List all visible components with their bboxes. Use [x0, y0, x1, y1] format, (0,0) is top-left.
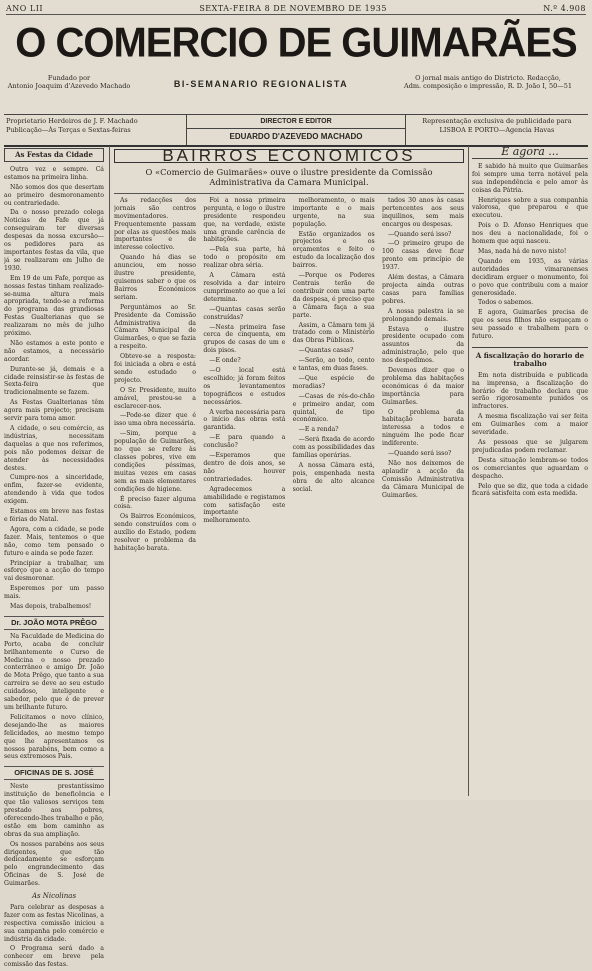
main-text-column [382, 197, 464, 555]
article-body [4, 166, 104, 611]
main-article [114, 146, 464, 555]
paragraph: Perguntámos ao Sr. Presidente da Comissão Administrativa da Câmara Municipal de Guimarães, o que se fazia a respeito. [114, 303, 196, 351]
columns-area [4, 146, 588, 969]
paragraph: —Porque os Poderes Centrais terão de contribuir com uma parte da despesa, é preciso que a Câmara faça a sua parte. [292, 272, 375, 319]
article-body [472, 372, 588, 499]
publication-type: BI-SEMANARIO REGIONALISTA [173, 79, 349, 89]
paragraph: Cumpre-nos a sinceridade, enfim, fazer-se evidente, atendendo à vida que todos exigem. [4, 474, 104, 506]
issue-date: SEXTA-FEIRA 8 DE NOVEMBRO DE 1935 [199, 3, 387, 13]
paragraph: Outra vez e sempre. Cá estamos na primeira linha. [4, 165, 104, 181]
paragraph: Na Faculdade de Medicina do Porto, acaba de concluir brilhantemente o Curso de Medicina o nosso prezado conterrâneo e amigo Dr. João de Mota Prêgo, que tanto a sua carreira se deve ao seu estudo cuidadoso, inteligente e sabedor, pelo que é de prever um brilhante futuro. [4, 632, 104, 711]
paragraph: Os Bairros Económicos, sendo construídos com o auxílio do Estado, podem resolver o problema da habitação barata. [114, 513, 196, 552]
paragraph: Em 19 de um Fafe, porque as nossas festas tinham realizado-se-numa altura mais apropriada, tendo-se a reforma do programa das grandiosas Festas Gualterianas que se realizaram no mês de julho próximo. [4, 274, 104, 338]
article-heading: A fiscalização do horario de trabalho [472, 347, 588, 368]
paragraph: —Sim, porque a população de Guimarães, no que se refere às classes pobres, vive em condições péssimas, muitas vezes em casas sem as mais elementares condições de higiene. [114, 430, 196, 493]
article-heading: As Nicolinas [31, 892, 77, 901]
info-bar [4, 114, 588, 147]
paragraph: Os nossos parabéns aos seus dirigentes, que tão dedicadamente se esforçam pelo engrandecimento das Oficinas de S. José de Guimarães. [4, 840, 104, 888]
paragraph: Para celebrar as despesas a fazer com as festas Nicolinas, a respectiva comissão iniciou a sua campanha pelo comércio e indústria da cidade. [4, 903, 104, 943]
paragraph: As pessoas que se julgarem prejudicadas podem reclamar. [472, 439, 588, 454]
article-heading: E agora ... [472, 148, 588, 159]
paragraph: A verba necessária para o início das obras está garantida. [203, 408, 286, 432]
paragraph: A nossa palestra ia se prolongando demais. [381, 307, 464, 323]
paragraph: A Câmara está resolvida a dar inteiro cumprimento ao que a lei determina. [203, 272, 286, 303]
paragraph: Quando há dias se anunciou, em nosso ilustre presidente, quisemos saber o que os Bairros Económicos seriam. [114, 254, 196, 301]
paragraph: A cidade, o seu comércio, as indústrias, necessitam daquelas a que nos referimos, pois não podemos deixar de atender às necessidades destes. [4, 425, 104, 472]
paragraph: Todos o sabemos. [478, 299, 534, 307]
paragraph: Principiar a trabalhar, um esforço que a acção do tempo vai desmoronar. [4, 559, 104, 583]
article-body [4, 633, 104, 762]
article-body [4, 783, 104, 888]
paragraph: Mas depois, trabalhemos! [10, 603, 92, 611]
advertising-info: Representação exclusiva de publicidade para LISBOA E PORTO—Agencia Havas [422, 117, 572, 134]
paragraph: Não somos dos que desertam ao primeiro desmoronamento ou contrariedade. [4, 183, 104, 207]
masthead: O COMERCIO DE GUIMARÃES [15, 19, 577, 67]
founder-info: Fundado por Antonio Joaquim d'Azevedo Machado [7, 74, 131, 90]
paragraph: Desta situação lembram-se todos os comerciantes que aguardam o despacho. [472, 456, 588, 480]
main-subheadline: O «Comercio de Guimarães» ouve o ilustre presidente da Comissão Administrativa da Camara Municipal. [145, 166, 433, 187]
paragraph: Durante-se já, demais e a cidade reinsistir-se às festas de Sexta-feira que tradicionalmente se fazem. [4, 365, 104, 397]
paragraph: —O local está escolhido; já foram feitos os levantamentos topográficos e estudos necessários. [203, 367, 286, 406]
paragraph: Agradecemos a amabilidade e registamos com satisfação este importante melhoramento. [203, 485, 286, 525]
paragraph: —O primeiro grupo de 100 casas deve ficar pronto em princípio de 1937. [381, 240, 464, 272]
paragraph: —Serão, ao todo, cento e tantas, em duas fases. [292, 357, 375, 373]
paragraph: A mesma fiscalização vai ser feita em Guimarães com a maior severidade. [472, 413, 588, 437]
paragraph: —E para quando a conclusão? [203, 434, 286, 450]
paragraph: Mas, nada há de novo nisto! [478, 247, 567, 255]
paragraph: —Esperamos que dentro de dois anos, se não houver contrariedades. [203, 452, 286, 483]
paragraph: E sabido há muito que Guimarães foi sempre uma terra notável pela sua independência e pelo amor às coisas da Pátria. [472, 162, 588, 194]
paragraph: Estão organizados os projectos e os orçamentos e feito o estudo da localização dos bairros. [292, 230, 375, 270]
paragraph: Foi a nossa primeira pergunta, e logo o ilustre presidente respondeu que, na verdade, existe uma grande carência de habitações. [203, 196, 286, 244]
paragraph: Estava o ilustre presidente ocupado com assuntos da administração, pelo que nos despedimos. [381, 325, 464, 365]
paragraph: —Quando será isso? [387, 230, 452, 238]
main-text-column [114, 197, 196, 555]
paragraph: —Pela sua parte, há todo o propósito em realizar obra séria. [203, 246, 286, 270]
left-column [4, 146, 104, 971]
column-rule [468, 146, 469, 796]
office-info: O jornal mais antigo do Districto. Redacção, Adm. composição e impressão, R. D. João I, 50—51 [404, 74, 572, 90]
editor-name: EDUARDO D'AZEVEDO MACHADO [229, 132, 363, 141]
divider [114, 193, 464, 194]
article-body [472, 163, 588, 341]
paragraph: Henriques sobre a sua companhia valorosa, que preparou e que executou. [472, 196, 588, 220]
issue-year: ANO LII [6, 3, 44, 13]
paragraph: O Programa será dado a conhecer em breve pela comissão das festas. [4, 945, 104, 969]
paragraph: Não nos deixemos de aplaudir a acção da Comissão Administrativa da Câmara Municipal de Guimarães. [381, 460, 464, 499]
paragraph: O problema da habitação barata interessa a todos e ninguém lhe pode ficar indiferente. [381, 408, 464, 448]
paragraph: —Casas de rés-do-chão e primeiro andar, com quintal, de tipo económico. [292, 392, 375, 424]
main-text-column [203, 197, 285, 555]
paragraph: —Que espécie de moradias? [292, 374, 375, 390]
paragraph: —E onde? [209, 357, 241, 365]
paragraph: Quando em 1935, as várias autoridades vimaranenses decidiram erguer o monumento, foi o povo que contribuiu com a maior generosidade. [472, 257, 588, 297]
paragraph: Felicitamos o novo clínico, desejando-lhe as maiores felicidades, ao mesmo tempo que lhe apresentamos os nossos parabéns, bem como a seus extremosos Pais. [4, 713, 104, 761]
paragraph: tados 30 anos às casas pertencentes aos seus inquilinos, sem mais encargos ou despesas. [381, 196, 464, 228]
main-headline: BAIRROS ECONOMICOS [114, 149, 464, 163]
paragraph: Agora, com a cidade, se pode fazer. Mais, tentemos o que não, como tem pensado o futuro e ainda se pode fazer. [4, 525, 104, 557]
article-heading: As Festas da Cidade [4, 148, 104, 162]
paragraph: Pelo que se diz, que toda a cidade ficará satisfeita com esta medida. [472, 482, 588, 498]
director-box [186, 115, 406, 145]
main-text-grid [114, 197, 464, 555]
paragraph: Devemos dizer que o problema das habitações económicas é da maior importância para Guimarães. [381, 367, 464, 406]
paragraph: É preciso fazer alguma coisa. [114, 495, 196, 511]
paragraph: As redacções dos jornais são centros movimentadores. Frequentemente passam por elas as questões mais importantes e de interesse colectivo. [114, 196, 196, 252]
director-label: DIRECTOR E EDITOR [187, 115, 405, 129]
paragraph: melhoramento, o mais importante e o mais urgente, na sua população. [292, 196, 375, 228]
paragraph: E agora, Guimarães precisa de que os seus filhos não esqueçam o seu passado e trabalhem para o futuro. [472, 309, 588, 341]
issue-number: N.º 4.908 [543, 3, 586, 13]
paragraph: Assim, a Câmara tem já tratado com o Ministério das Obras Públicas. [292, 321, 375, 345]
main-text-column [293, 197, 375, 555]
paragraph: —Nesta primeira fase cerca de cinquenta, em grupos de casas de um e dois pisos. [203, 323, 286, 355]
paragraph: —Quando será isso? [387, 450, 452, 458]
under-masthead [4, 72, 588, 112]
paragraph: —Pode-se dizer que é isso uma obra necessária. [114, 412, 196, 428]
paragraph: Da o nosso prezado colega Noticias de Fafe que já conseguiram ter diversas despesas da nossa excursão—os pedidores para as importantes festas da vila, que já se realizaram em Julho de 1930. [4, 209, 104, 272]
paragraph: Além destas, a Câmara projecta ainda outras casas para famílias pobres. [381, 274, 464, 305]
paragraph: O Sr. Presidente, muito amável, prestou-se a esclarecer-nos. [114, 386, 196, 410]
paragraph: —E a renda? [298, 426, 339, 434]
paragraph: Neste prestantíssimo instituição de beneficência e que tão valiosos serviços tem prestado aos pobres, oferecendo-lhes trabalho e pão, estão em bom caminho as obras da sua ampliação. [4, 783, 104, 838]
paragraph: Pois o D. Afonso Henriques que nos deu a nacionalidade, foi o homem que aqui nasceu. [472, 222, 588, 246]
paragraph: Em nota distribuída e publicada na imprensa, a fiscalização do horário de trabalho declara que serão rigorosamente punidos os infractores. [472, 371, 588, 411]
paragraph: As Festas Gualterianas têm agora mais projecto; precisam servir para toma amor. [4, 399, 104, 423]
article-body [4, 904, 104, 969]
right-column [472, 146, 588, 500]
paragraph: Não estamos a este ponto e não estamos, a necessário acordar. [4, 339, 104, 363]
column-rule [109, 146, 110, 796]
paragraph: Obteve-se a resposta: foi iniciada a obra e está sendo estudado o projecto. [114, 353, 196, 384]
paragraph: —Quantas casas serão construídas? [203, 305, 286, 321]
paragraph: A nossa Câmara está, pois, empenhada nesta obra de alto alcance social. [292, 462, 375, 493]
paragraph: Esperemos por um passo mais. [4, 585, 104, 601]
article-heading: OFICINAS DE S. JOSÉ [4, 766, 104, 780]
paragraph: —Será fixada de acordo com as possibilidades das famílias operárias. [292, 436, 375, 460]
owner-info: Proprietario Herdeiros de J. F. Machado Publicação—Às Terças e Sextas-feiras [6, 117, 138, 134]
paragraph: Estamos em breve nas festas e férias do Natal. [4, 508, 104, 523]
paragraph: —Quantas casas? [298, 347, 354, 355]
article-heading: Dr. JOÃO MOTA PRÊGO [4, 616, 104, 630]
